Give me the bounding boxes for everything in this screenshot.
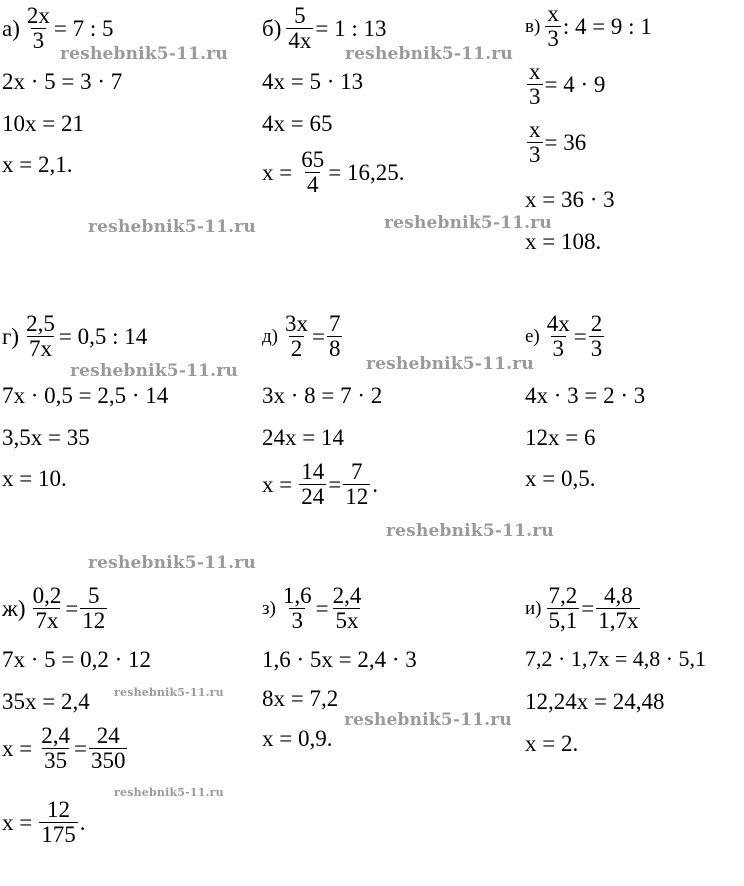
watermark-text: reshebnik5-11.ru xyxy=(345,44,513,64)
problem-a-step-1: 2x · 5 = 3 · 7 xyxy=(2,69,123,94)
numerator: 4x xyxy=(546,311,570,336)
problem-b-step-1: 4x = 5 · 13 xyxy=(262,69,364,94)
watermark-text: reshebnik5-11.ru xyxy=(88,217,256,237)
problem-zh-step-3 xyxy=(2,724,129,773)
denominator: 3 xyxy=(552,336,565,362)
denominator: 7x xyxy=(28,336,52,362)
denominator: 3 xyxy=(590,336,603,362)
numerator: 24 xyxy=(96,723,120,748)
fraction xyxy=(299,148,326,197)
problem-g-equation xyxy=(2,312,147,361)
numerator: 3x xyxy=(285,311,308,336)
equation-rest: : 4 = 9 : 1 xyxy=(562,14,652,40)
denominator: 3 xyxy=(32,28,45,54)
denominator: 175 xyxy=(41,822,76,848)
denominator: 4x xyxy=(288,28,312,54)
expr-suffix: . xyxy=(79,810,86,836)
numerator: 7 xyxy=(328,311,341,336)
problem-e-equation xyxy=(525,312,606,361)
problem-e-step-1: 4x · 3 = 2 · 3 xyxy=(525,383,646,408)
problem-b-label: б) xyxy=(262,16,282,42)
equation-rest: = 7 : 5 xyxy=(53,16,114,42)
denominator: 12 xyxy=(82,608,106,634)
problem-i-step-2: 12,24x = 24,48 xyxy=(525,689,665,714)
denominator: 7x xyxy=(35,608,59,634)
watermark-text: reshebnik5-11.ru xyxy=(60,44,228,64)
numerator: 0,2 xyxy=(32,583,62,608)
denominator: 350 xyxy=(90,748,126,774)
denominator: 4 xyxy=(306,172,319,198)
numerator: 4,8 xyxy=(603,583,633,608)
problem-a-step-2: 10x = 21 xyxy=(2,111,84,136)
numerator: x xyxy=(529,59,541,84)
numerator: 65 xyxy=(301,147,325,172)
fraction xyxy=(547,584,580,633)
problem-zh-label: ж) xyxy=(2,596,26,622)
denominator: 3 xyxy=(291,608,303,634)
expr-prefix: x = xyxy=(262,160,293,186)
problem-zh-step-4 xyxy=(2,798,85,847)
problem-b-step-3 xyxy=(262,148,404,197)
problem-z-step-1: 1,6 · 5x = 2,4 · 3 xyxy=(262,647,417,672)
numerator: 5 xyxy=(294,3,306,28)
denominator: 3 xyxy=(547,26,559,52)
problem-zh-step-1: 7x · 5 = 0,2 · 12 xyxy=(2,647,152,672)
fraction xyxy=(545,312,572,361)
numerator: 2 xyxy=(590,311,603,336)
numerator: x xyxy=(547,1,559,26)
denominator: 24 xyxy=(301,484,325,510)
fraction xyxy=(331,584,364,633)
fraction xyxy=(343,460,370,509)
equation-rest: = 1 : 13 xyxy=(315,16,387,42)
watermark-text: reshebnik5-11.ru xyxy=(70,361,238,381)
equals-sign: = xyxy=(573,324,587,350)
problem-d-step-3 xyxy=(262,460,378,509)
fraction xyxy=(25,4,52,53)
equals-sign: = xyxy=(65,596,79,622)
problem-a-label: а) xyxy=(2,16,20,42)
fraction xyxy=(589,312,605,361)
fraction xyxy=(39,798,78,847)
expr-prefix: x = xyxy=(262,472,293,498)
fraction xyxy=(24,312,57,361)
fraction xyxy=(286,4,313,53)
numerator: 2,4 xyxy=(41,723,70,748)
equals-sign: = xyxy=(581,596,595,622)
problem-z-label: з) xyxy=(262,598,276,620)
numerator: 2,4 xyxy=(332,583,362,608)
fraction xyxy=(80,584,107,633)
problem-v-step-1 xyxy=(525,60,605,109)
denominator: 1,7x xyxy=(598,608,639,634)
equals-sign: = xyxy=(312,324,325,350)
denominator: 3 xyxy=(529,84,541,110)
denominator: 12 xyxy=(345,484,369,510)
numerator: 7 xyxy=(350,459,363,484)
numerator: 14 xyxy=(301,459,325,484)
problem-d-label: д) xyxy=(262,326,278,348)
denominator: 5,1 xyxy=(548,608,578,634)
problem-g-step-2: 3,5x = 35 xyxy=(2,425,90,450)
expr-prefix: x = xyxy=(2,810,33,836)
numerator: 2,5 xyxy=(26,311,55,336)
denominator: 3 xyxy=(529,142,541,168)
expr-suffix: = 36 xyxy=(544,130,587,156)
fraction xyxy=(31,584,64,633)
problem-e-step-2: 12x = 6 xyxy=(525,425,596,450)
expr-suffix: = 16,25. xyxy=(328,160,405,186)
numerator: x xyxy=(529,117,541,142)
problem-v-equation xyxy=(525,2,652,51)
problem-z-equation xyxy=(262,584,365,633)
denominator: 8 xyxy=(328,336,341,362)
fraction xyxy=(527,60,543,109)
watermark-text: reshebnik5-11.ru xyxy=(114,686,224,699)
numerator: 7,2 xyxy=(548,583,578,608)
problem-zh-equation xyxy=(2,584,109,633)
problem-e-label: е) xyxy=(525,326,540,348)
problem-i-equation xyxy=(525,584,642,633)
problem-i-step-3: x = 2. xyxy=(525,731,579,756)
fraction xyxy=(327,312,343,361)
problem-z-step-2: 8x = 7,2 xyxy=(262,686,339,711)
watermark-text: reshebnik5-11.ru xyxy=(344,710,512,730)
fraction xyxy=(39,724,72,773)
fraction xyxy=(283,312,310,361)
fraction xyxy=(596,584,640,633)
watermark-text: reshebnik5-11.ru xyxy=(88,553,256,573)
problem-g-label: г) xyxy=(2,324,20,350)
problem-d-step-1: 3x · 8 = 7 · 2 xyxy=(262,383,383,408)
numerator: 1,6 xyxy=(282,583,312,608)
equals-sign: = xyxy=(328,472,342,498)
problem-zh-step-2: 35x = 2,4 xyxy=(2,689,90,714)
numerator: 12 xyxy=(46,797,70,822)
denominator: 5x xyxy=(335,608,359,634)
expr-prefix: x = xyxy=(2,736,33,762)
equation-rest: = 0,5 : 14 xyxy=(58,324,148,350)
problem-i-step-1: 7,2 · 1,7x = 4,8 · 5,1 xyxy=(525,646,707,671)
watermark-text: reshebnik5-11.ru xyxy=(384,213,552,233)
fraction xyxy=(281,584,314,633)
denominator: 35 xyxy=(44,748,68,774)
watermark-text: reshebnik5-11.ru xyxy=(386,521,554,541)
problem-d-equation xyxy=(262,312,344,361)
problem-v-label: в) xyxy=(525,16,541,38)
equals-sign: = xyxy=(73,736,87,762)
problem-b-step-2: 4x = 65 xyxy=(262,111,333,136)
denominator: 2 xyxy=(290,336,303,362)
problem-d-step-2: 24x = 14 xyxy=(262,425,344,450)
problem-z-step-3: x = 0,9. xyxy=(262,726,333,751)
problem-g-step-3: x = 10. xyxy=(2,466,67,491)
fraction xyxy=(299,460,326,509)
fraction xyxy=(545,2,561,51)
numerator: 2x xyxy=(26,3,50,28)
expr-suffix: = 4 · 9 xyxy=(544,72,606,98)
equals-sign: = xyxy=(315,596,329,622)
expr-suffix: . xyxy=(372,472,378,498)
problem-g-step-1: 7x · 0,5 = 2,5 · 14 xyxy=(2,383,169,408)
fraction xyxy=(527,118,543,167)
problem-v-step-2 xyxy=(525,118,586,167)
watermark-text: reshebnik5-11.ru xyxy=(366,354,534,374)
problem-e-step-3: x = 0,5. xyxy=(525,466,596,491)
problem-v-step-4: x = 108. xyxy=(525,229,602,254)
problem-a-step-3: x = 2,1. xyxy=(2,152,73,177)
problem-i-label: и) xyxy=(525,598,542,620)
watermark-text: reshebnik5-11.ru xyxy=(114,786,224,799)
numerator: 5 xyxy=(88,583,100,608)
fraction xyxy=(89,724,128,773)
problem-v-step-3: x = 36 · 3 xyxy=(525,187,615,212)
